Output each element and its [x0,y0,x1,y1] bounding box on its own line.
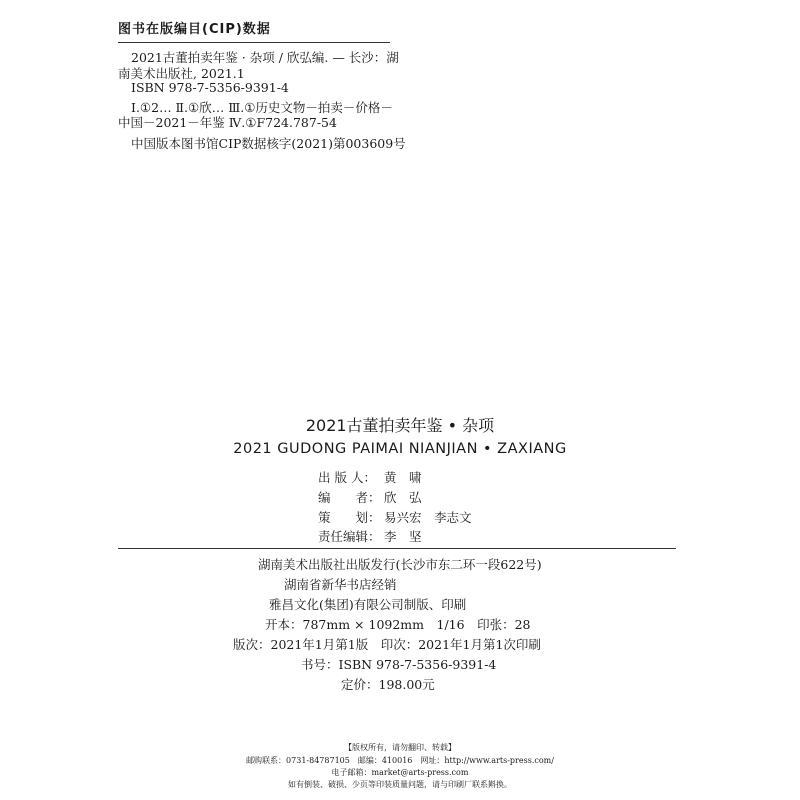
cip-heading: 图书在版编目(CIP)数据 [118,22,271,37]
contact-line: 邮购联系：0731-84787105 邮编：410016 网址：http://www.arts-press.com/ [246,756,554,765]
cip-line-4: Ⅰ.①2… Ⅱ.①欣… Ⅲ.①历史文物－拍卖－价格－ [131,100,393,115]
credit-value: 黄 啸 [384,470,422,485]
cip-line-3: ISBN 978-7-5356-9391-4 [131,80,289,95]
cip-divider [118,42,390,43]
credit-value: 易兴宏 李志文 [384,510,472,525]
cip-line-6: 中国版本图书馆CIP数据核字(2021)第003609号 [131,136,406,151]
credit-publisher [318,468,422,486]
format-line: 开本：787mm × 1092mm 1/16 印张：28 [265,617,531,632]
copyright-notice: 【版权所有，请勿翻印、转载】 [344,743,456,752]
isbn-line: 书号：ISBN 978-7-5356-9391-4 [301,657,497,672]
edition-line: 版次：2021年1月第1版 印次：2021年1月第1次印刷 [233,637,541,652]
credit-responsible-editor [318,527,422,545]
printer-line: 雅昌文化(集团)有限公司制版、印刷 [269,597,467,612]
email-line: 电子邮箱：market@arts-press.com [331,768,469,777]
book-title-chinese: 2021古董拍卖年鉴 • 杂项 [305,416,495,435]
cip-line-1: 2021古董拍卖年鉴 · 杂项 / 欣弘编. — 长沙：湖 [131,50,399,65]
cip-line-5: 中国－2021－年鉴 Ⅳ.①F724.787-54 [118,115,337,130]
quality-notice: 如有倒装、破损、少页等印装质量问题，请与印刷厂联系斢换。 [288,780,512,789]
credit-value: 李 坚 [384,529,422,544]
credit-label: 策 划： [318,510,381,525]
credit-label: 编 者： [318,490,381,505]
credit-editor [318,488,422,506]
distributor-line: 湖南省新华书店经销 [284,577,397,592]
credit-label: 出 版 人： [318,470,376,485]
credit-value: 欣 弘 [384,490,422,505]
cip-line-2: 南美术出版社, 2021.1 [118,66,245,81]
price-line: 定价：198.00元 [341,677,435,692]
publisher-line: 湖南美术出版社出版发行(长沙市东二环一段622号) [258,557,542,572]
book-title-pinyin: 2021 GUDONG PAIMAI NIANJIAN • ZAXIANG [233,441,567,457]
credit-planner [318,508,472,526]
credit-label: 责任编辑： [318,529,381,544]
publication-divider [118,548,676,549]
